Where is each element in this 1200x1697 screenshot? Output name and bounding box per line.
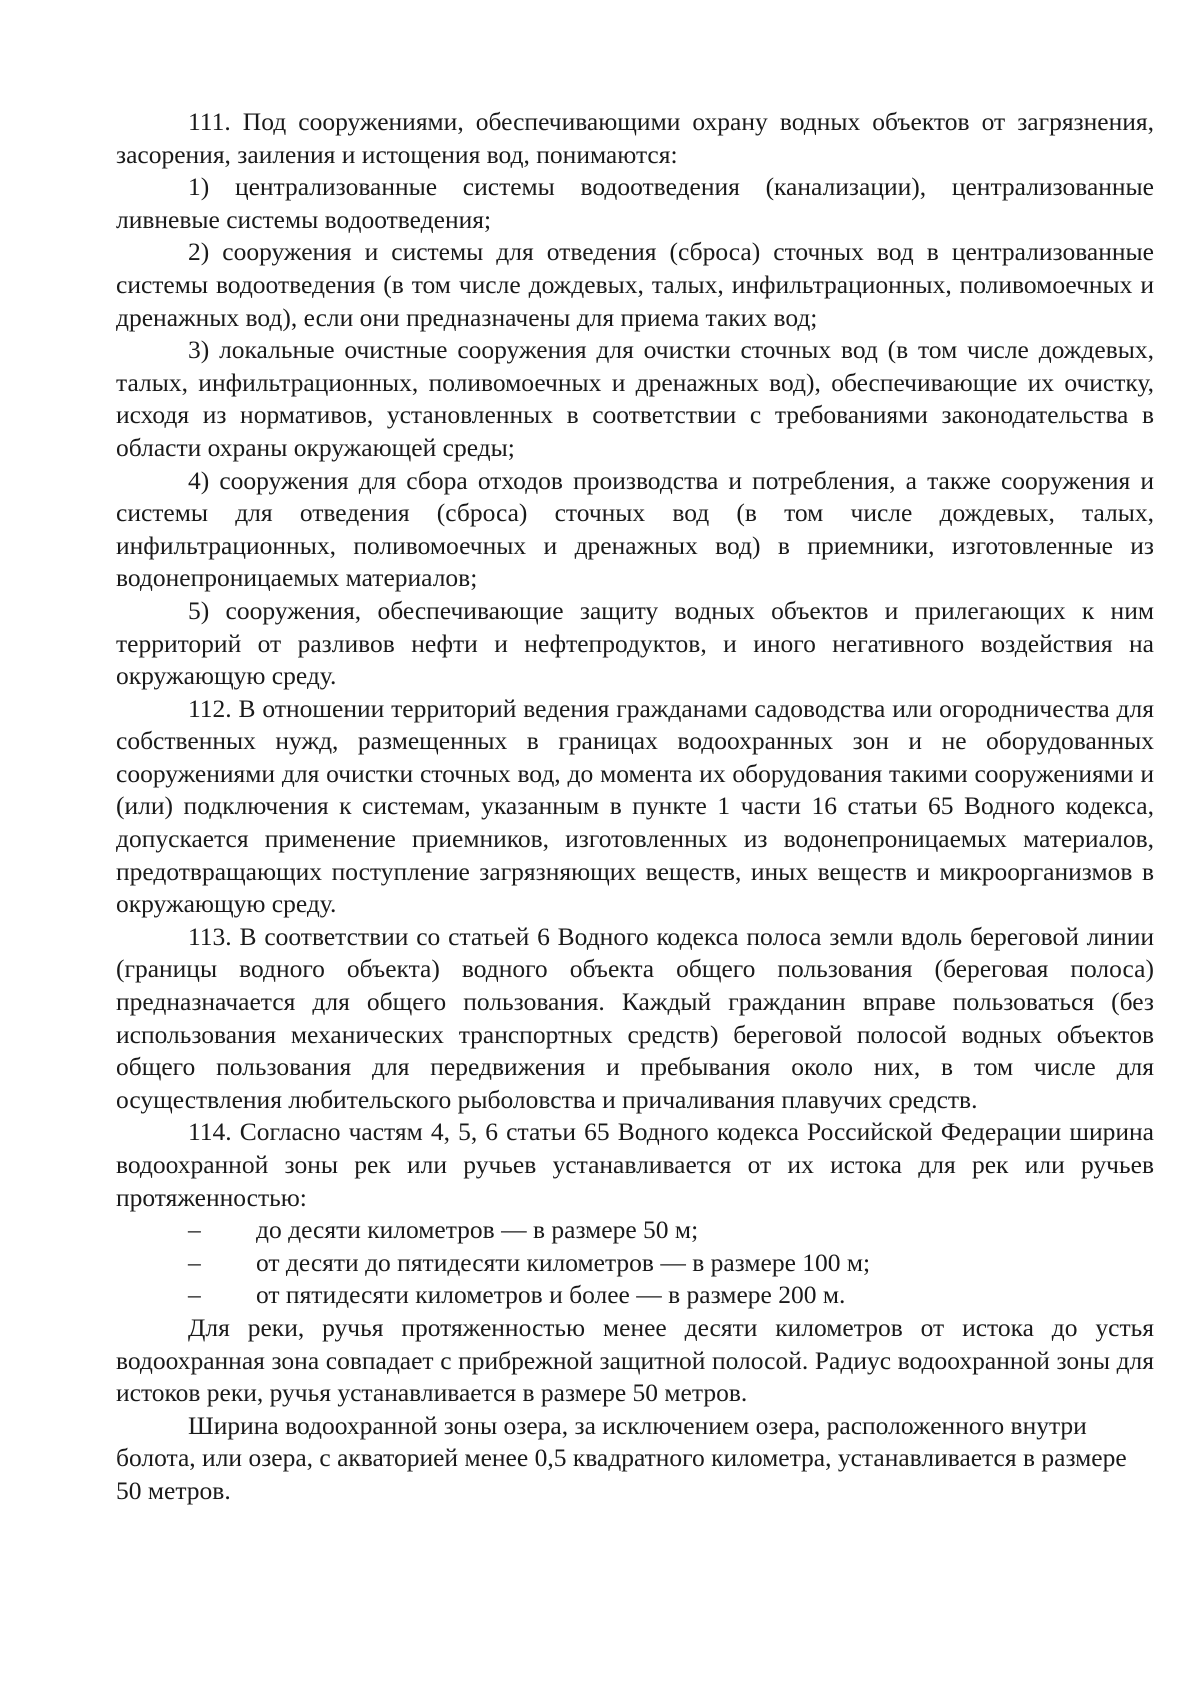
paragraph-112: 112. В отношении территорий ведения гражданами садоводства или огородничества для собственных нужд, размещенных в границах водоохранных зон и не оборудованных сооружениями для очистки сточных вод, до момента их оборудования такими сооружениями и (или) подключения к системам, указанным в пункте 1 части 16 статьи 65 Водного кодекса, допускается применение приемников, изготовленных из водонепроницаемых материалов, предотвращающих поступление загрязняющих веществ, иных веществ и микроорганизмов в окружающую среду.	[116, 693, 1154, 919]
dash-list-item	[116, 1214, 1154, 1247]
paragraph-114: 114. Согласно частям 4, 5, 6 статьи 65 Водного кодекса Российской Федерации ширина водоохранной зоны рек или ручьев устанавливается от их истока для рек или ручьев протяженностью:	[116, 1117, 1154, 1212]
dash-list-item	[116, 1247, 1154, 1280]
list-item-1: 1) централизованные системы водоотведения (канализации), централизованные ливневые системы водоотведения;	[116, 172, 1154, 234]
dash-list-item	[116, 1279, 1154, 1312]
list-item-3: 3) локальные очистные сооружения для очистки сточных вод (в том числе дождевых, талых, инфильтрационных, поливомоечных и дренажных вод), обеспечивающие их очистку, исходя из нормативов, установленных в соответствии с требованиями законодательства в области охраны окружающей среды;	[116, 335, 1154, 462]
dash-marker: –	[188, 1247, 201, 1277]
paragraph-111: 111. Под сооружениями, обеспечивающими охрану водных объектов от загрязнения, засорения, заиления и истощения вод, понимаются:	[116, 107, 1154, 169]
document-page	[116, 106, 1154, 1508]
list-item-4: 4) сооружения для сбора отходов производства и потребления, а также сооружения и системы для отведения (сброса) сточных вод (в том числе дождевых, талых, инфильтрационных, поливомоечных и дренажных вод) в приемники, изготовленные из водонепроницаемых материалов;	[116, 465, 1154, 593]
dash-item-text: от десяти до пятидесяти километров — в размере 100 м;	[256, 1247, 871, 1277]
dash-item-text: до десяти километров — в размере 50 м;	[256, 1215, 699, 1245]
list-item-2: 2) сооружения и системы для отведения (сброса) сточных вод в централизованные системы водоотведения (в том числе дождевых, талых, инфильтрационных, поливомоечных и дренажных вод), если они предназначены для приема таких вод;	[116, 237, 1154, 332]
dash-marker: –	[188, 1215, 201, 1245]
paragraph-113: 113. В соответствии со статьей 6 Водного кодекса полоса земли вдоль береговой линии (границы водного объекта) водного объекта общего пользования (береговая полоса) предназначается для общего пользования. Каждый гражданин вправе пользоваться (без использования механических транспортных средств) береговой полосой водных объектов общего пользования для передвижения и пребывания около них, в том числе для осуществления любительского рыболовства и причаливания плавучих средств.	[116, 921, 1154, 1114]
list-item-5: 5) сооружения, обеспечивающие защиту водных объектов и прилегающих к ним территорий от разливов нефти и нефтепродуктов, и иного негативного воздействия на окружающую среду.	[116, 595, 1154, 691]
dash-marker: –	[188, 1280, 201, 1310]
paragraph-river-short: Для реки, ручья протяженностью менее десяти километров от истока до устья водоохранная зона совпадает с прибрежной защитной полосой. Радиус водоохранной зоны для истоков реки, ручья устанавливается в размере 50 метров.	[116, 1312, 1154, 1408]
dash-item-text: от пятидесяти километров и более — в размере 200 м.	[256, 1280, 846, 1310]
dash-list	[116, 1214, 1154, 1312]
paragraph-lake-width: Ширина водоохранной зоны озера, за исключением озера, расположенного внутри болота, или озера, с акваторией менее 0,5 квадратного километра, устанавливается в размере 50 метров.	[116, 1410, 1127, 1505]
